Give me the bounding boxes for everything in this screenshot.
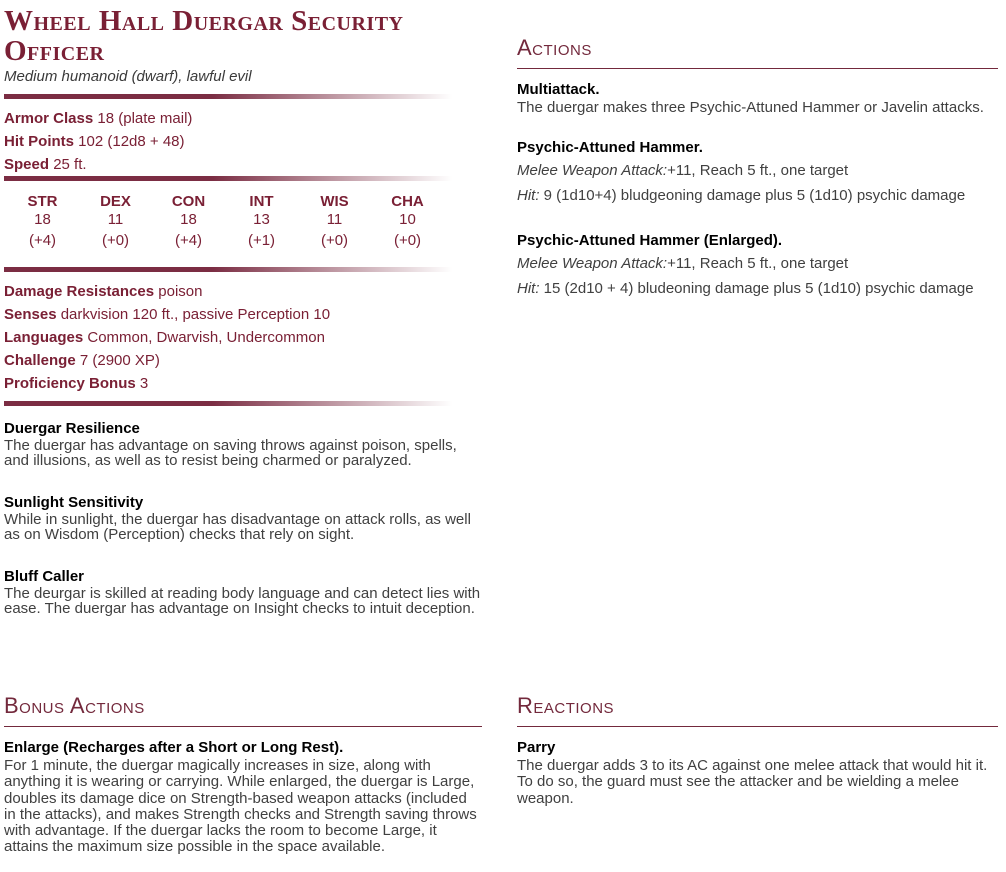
ability-score: 11 [326, 211, 343, 228]
senses-value: darkvision 120 ft., passive Perception 10 [60, 306, 331, 323]
ability-con [152, 193, 225, 253]
action-paragraph: The duergar makes three Psychic-Attuned Hammer or Javelin attacks. [517, 99, 984, 116]
ability-modifier: (+0) [101, 232, 130, 249]
attack-line [517, 251, 998, 276]
ability-wis [298, 193, 371, 253]
ability-modifier: (+4) [174, 232, 203, 249]
ability-scores-table [6, 193, 446, 253]
speed-line [4, 153, 482, 176]
bonus-actions-heading: Bonus Actions [4, 694, 482, 727]
trait-name: Sunlight Sensitivity [4, 494, 144, 511]
ability-score: 10 [399, 211, 416, 228]
action-multiattack [517, 81, 998, 115]
attack-type: Melee Weapon Attack: [517, 255, 668, 272]
trait-name: Duergar Resilience [4, 420, 140, 437]
action-name: Psychic-Attuned Hammer (Enlarged). [517, 232, 783, 249]
reaction-parry [517, 739, 998, 807]
actions-heading: Actions [517, 36, 998, 69]
damage-resistances-value: poison [158, 283, 203, 300]
senses-label: Senses [4, 306, 57, 323]
actions-section [517, 36, 998, 301]
proficiency-bonus-value: 3 [139, 375, 149, 392]
hit-line [517, 276, 998, 301]
ability-cha [371, 193, 444, 253]
ability-score: 18 [34, 211, 51, 228]
attack-details [517, 158, 998, 208]
reactions-section [517, 690, 998, 807]
ability-name: STR [27, 193, 58, 210]
senses-line [4, 303, 482, 326]
ability-score: 13 [253, 211, 270, 228]
hit-damage: 15 (2d10 + 4) bludeoning damage plus 5 (1d10) psychic damage [539, 280, 974, 297]
ability-name: INT [249, 193, 274, 210]
languages-value: Common, Dwarvish, Undercommon [87, 329, 325, 346]
taper-divider [4, 267, 466, 272]
ability-modifier: (+0) [393, 232, 422, 249]
ability-score: 11 [107, 211, 124, 228]
bonus-action-text: For 1 minute, the duergar magically increases in size, along with anything it is wearing or carrying. While enlarged, the duergar is Large, doubles its damage dice on Strength-based weapon attacks (included in the attacks), and makes Strength checks and Strength saving throws with advantage. If the duergar lacks the room to become Large, it attains the maximum size possible in the space available. [4, 757, 477, 856]
taper-divider [4, 176, 466, 181]
hit-points-value: 102 (12d8 + 48) [78, 133, 185, 150]
ability-score: 18 [180, 211, 197, 228]
hit-damage: 9 (1d10+4) bludgeoning damage plus 5 (1d10) psychic damage [539, 187, 966, 204]
attack-line [517, 158, 998, 183]
trait-name: Bluff Caller [4, 568, 85, 585]
ability-name: DEX [100, 193, 131, 210]
challenge-value: 7 (2900 XP) [79, 352, 160, 369]
armor-class-line [4, 107, 482, 130]
ability-dex [79, 193, 152, 253]
speed-label: Speed [4, 156, 50, 173]
bonus-action-name: Enlarge (Recharges after a Short or Long Rest). [4, 739, 344, 756]
attack-type: Melee Weapon Attack: [517, 162, 668, 179]
proficiency-bonus-label: Proficiency Bonus [4, 375, 136, 392]
ability-name: WIS [320, 193, 349, 210]
challenge-label: Challenge [4, 352, 76, 369]
detail-properties [4, 280, 482, 395]
damage-resistances-label: Damage Resistances [4, 283, 155, 300]
ability-str [6, 193, 79, 253]
hit-points-label: Hit Points [4, 133, 74, 150]
bonus-action-enlarge [4, 739, 482, 856]
core-properties [4, 107, 482, 176]
speed-value: 25 ft. [53, 156, 87, 173]
trait-duergar-resilience [4, 420, 482, 468]
action-psychic-attuned-hammer [517, 139, 998, 208]
hit-points-line [4, 130, 482, 153]
reaction-name: Parry [517, 739, 556, 756]
action-name: Psychic-Attuned Hammer. [517, 139, 703, 156]
languages-label: Languages [4, 329, 84, 346]
ability-modifier: (+0) [320, 232, 349, 249]
hit-label: Hit: [517, 187, 540, 204]
challenge-line [4, 349, 482, 372]
trait-bluff-caller [4, 568, 482, 616]
reactions-heading: Reactions [517, 694, 998, 727]
trait-text: The deurgar is skilled at reading body language and can detect lies with ease. The duergar has advantage on Insight checks to intuit deception. [4, 585, 481, 617]
trait-text: While in sunlight, the duergar has disadvantage on attack rolls, as well as on Wisdom (Perception) checks that rely on sight. [4, 511, 471, 543]
attack-stats: +11, Reach 5 ft., one target [667, 162, 849, 179]
ability-name: CON [171, 193, 206, 210]
trait-text: The duergar has advantage on saving throws against poison, spells, and illusions, as well as to resist being charmed or paralyzed. [4, 437, 457, 469]
action-name: Multiattack. [517, 81, 600, 98]
ability-modifier: (+4) [28, 232, 57, 249]
languages-line [4, 326, 482, 349]
traits-section [4, 420, 482, 616]
armor-class-label: Armor Class [4, 110, 94, 127]
ability-int [225, 193, 298, 253]
creature-title: Wheel Hall Duergar Security Officer [4, 5, 404, 67]
action-psychic-attuned-hammer-enlarged [517, 232, 998, 301]
ability-modifier: (+1) [247, 232, 276, 249]
taper-divider [4, 401, 466, 406]
bonus-actions-section [4, 690, 482, 856]
reaction-text: The duergar adds 3 to its AC against one melee attack that would hit it. To do so, the guard must see the attacker and be wielding a melee weapon. [517, 757, 988, 807]
ability-name: CHA [391, 193, 424, 210]
armor-class-value: 18 (plate mail) [97, 110, 193, 127]
hit-label: Hit: [517, 280, 540, 297]
creature-subtitle: Medium humanoid (dwarf), lawful evil [4, 68, 252, 85]
action-text [517, 100, 998, 115]
stat-block-left-column [4, 6, 482, 642]
damage-resistances-line [4, 280, 482, 303]
hit-line [517, 183, 998, 208]
trait-sunlight-sensitivity [4, 494, 482, 542]
attack-details [517, 251, 998, 301]
taper-divider [4, 94, 466, 99]
attack-stats: +11, Reach 5 ft., one target [667, 255, 849, 272]
proficiency-bonus-line [4, 372, 482, 395]
